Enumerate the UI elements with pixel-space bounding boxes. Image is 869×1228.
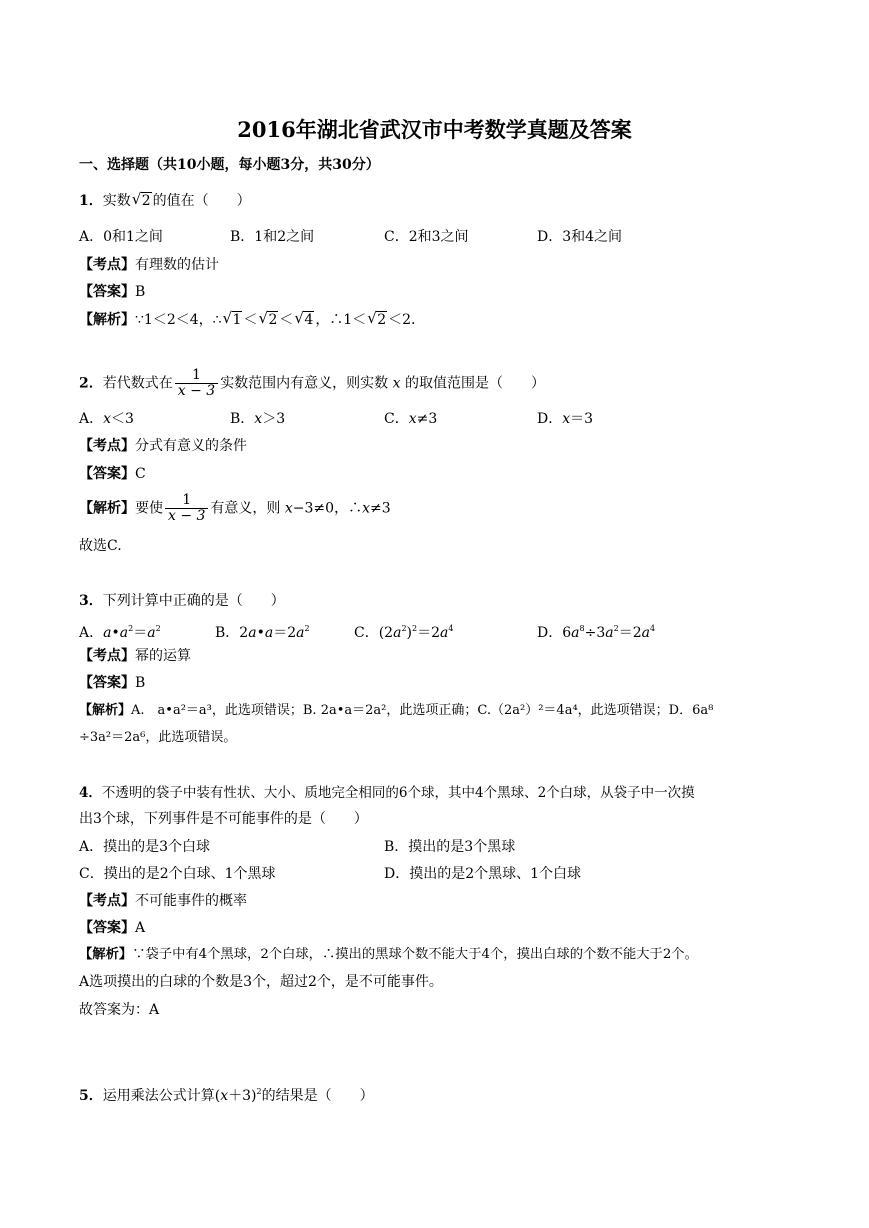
question-2: 2．若代数式在 $\frac{1}{x - 3}$ 实数范围内有意义，则实数 x 的取值范围是（ ）: [79, 367, 545, 399]
q2-conclusion: 故选C.: [79, 538, 122, 554]
q2-explanation: 【解析】要使 $\frac{1}{x - 3}$ 有意义，则 x−3≠0，∴x≠3: [79, 492, 391, 524]
q4-answer: 【答案】A: [79, 920, 146, 936]
q3-answer: 【答案】B: [79, 675, 146, 691]
q4-explanation-line1: 【解析】∵袋子中有4个黑球，2个白球，∴摸出的黑球个数不能大于4个，摸出白球的个数不能大于2个。: [79, 947, 698, 962]
q3-option-d: D．$6a^8\div 3a^2=2a^4$: [537, 624, 656, 641]
fraction: $\frac{1}{x - 3}$: [165, 493, 208, 524]
question-number: 1．: [79, 193, 103, 209]
q1-kaodian: 【考点】有理数的估计: [79, 257, 219, 273]
q2-answer: 【答案】C: [79, 466, 146, 482]
sqrt-expression: √ 2: [131, 190, 151, 209]
q1-option-d: D．3和4之间: [537, 229, 623, 245]
q3-kaodian: 【考点】幂的运算: [79, 648, 191, 664]
question-4-line1: 4．不透明的袋子中装有性状、大小、质地完全相同的6个球，其中4个黑球、2个白球，从袋子中一次摸: [79, 785, 695, 801]
q4-option-a: A．摸出的是3个白球: [79, 839, 211, 855]
q2-option-c: C．x≠3: [384, 411, 438, 427]
q4-option-b: B．摸出的是3个黑球: [384, 839, 516, 855]
question-number: 2．: [79, 375, 103, 392]
question-1: 1．实数 √ 2 的值在（ ）: [79, 190, 251, 209]
question-number: 5．: [79, 1088, 103, 1104]
q3-explanation-line1: 【解析】A. a•a²＝a³，此选项错误；B. 2a•a＝2a²，此选项正确；C.（2a²）²＝4a⁴，此选项错误；D．6a⁸: [79, 703, 714, 718]
q4-conclusion: 故答案为：A: [79, 1002, 160, 1018]
question-number: 4．: [79, 785, 102, 801]
q2-kaodian: 【考点】分式有意义的条件: [79, 438, 247, 454]
q1-answer: 【答案】B: [79, 284, 146, 300]
q3-option-c: C．$(2a^2)^2=2a^4$: [354, 624, 454, 641]
q1-explanation: 【解析】∵1＜2＜4，∴ √ 1 ＜ √ 2 ＜ √ 4 ，∴1＜ √ 2 ＜2．: [79, 309, 426, 328]
q4-option-d: D．摸出的是2个黑球、1个白球: [384, 866, 582, 882]
q4-explanation-line2: A选项摸出的白球的个数是3个，超过2个，是不可能事件。: [79, 974, 443, 990]
q3-option-a: A．$a•a^2=a^2$: [79, 624, 161, 641]
fraction: $\frac{1}{x - 3}$: [175, 368, 218, 399]
q4-option-c: C．摸出的是2个白球、1个黑球: [79, 866, 276, 882]
q1-option-c: C．2和3之间: [384, 229, 469, 245]
q2-option-b: B．x＞3: [230, 411, 286, 427]
q1-option-b: B．1和2之间: [230, 229, 315, 245]
page-title: 2016年湖北省武汉市中考数学真题及答案: [237, 117, 632, 142]
question-3: 3．下列计算中正确的是（ ）: [79, 593, 285, 609]
q4-kaodian: 【考点】不可能事件的概率: [79, 893, 247, 909]
q3-option-b: B．$2a•a=2a^2$: [215, 624, 310, 641]
section-heading: 一、选择题（共10小题，每小题3分，共30分）: [79, 157, 380, 173]
q2-option-d: D．x＝3: [537, 411, 594, 427]
q3-explanation-line2: ÷3a²＝2a⁶，此选项错误。: [79, 730, 237, 745]
question-number: 3．: [79, 593, 103, 609]
question-5: 5．运用乘法公式计算$(x+3)^2$的结果是（ ）: [79, 1087, 374, 1104]
q2-option-a: A．x＜3: [79, 411, 134, 427]
question-4-line2: 出3个球，下列事件是不可能事件的是（ ）: [79, 811, 368, 827]
q1-option-a: A．0和1之间: [79, 229, 163, 245]
